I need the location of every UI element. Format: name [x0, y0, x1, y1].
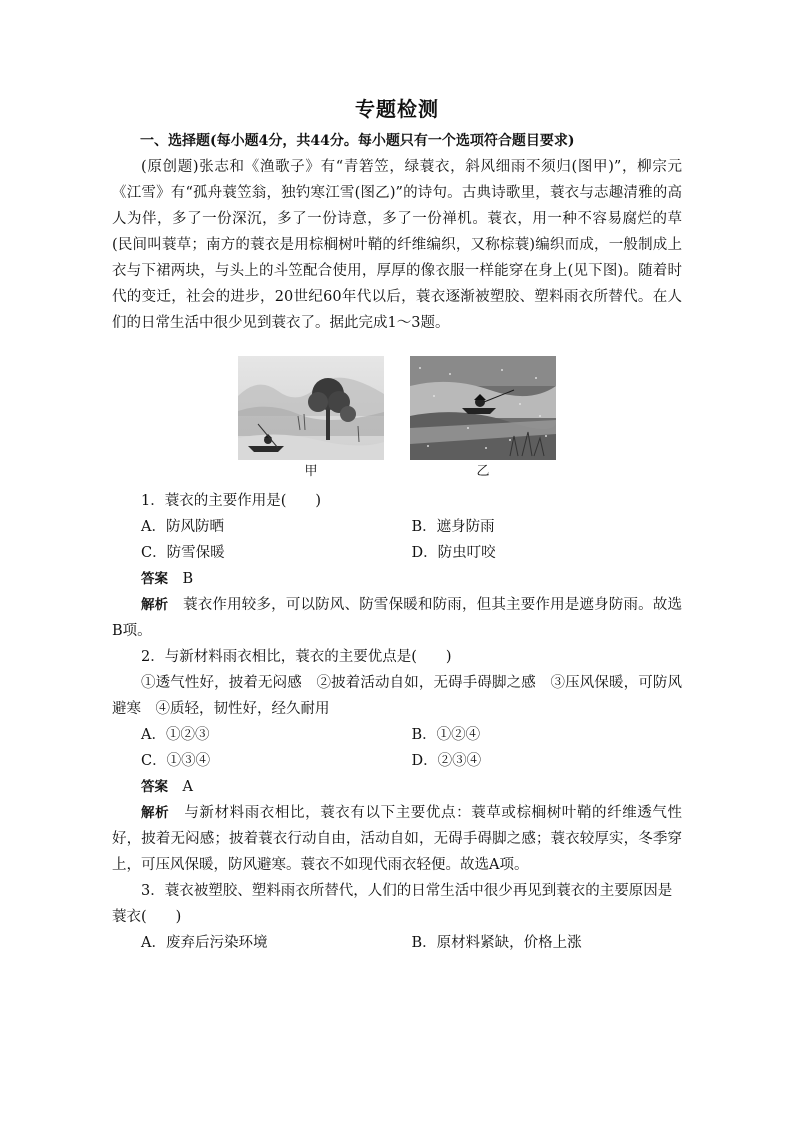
ink-painting-yi: [410, 356, 556, 460]
q1-explanation: [112, 592, 682, 644]
intro-paragraph: (原创题)张志和《渔歌子》有“青箬笠，绿蓑衣，斜风细雨不须归(图甲)”，柳宗元《江雪》有“孤舟蓑笠翁，独钓寒江雪(图乙)”的诗句。古典诗歌里，蓑衣与志趣清雅的高人为伴，多了一份深沉，多了一份诗意，多了一份禅机。蓑衣，用一种不容易腐烂的草(民间叫蓑草；南方的蓑衣是用棕榈树叶鞘的纤维编织，又称棕蓑)编织而成，一般制成上衣与下裙两块，与头上的斗笠配合使用，厚厚的像衣服一样能穿在身上(见下图)。随着时代的变迁，社会的进步，20世纪60年代以后，蓑衣逐渐被塑胶、塑料雨衣所替代。在人们的日常生活中很少见到蓑衣了。据此完成1～3题。: [112, 159, 682, 331]
answer-label: 答案: [141, 779, 168, 795]
q1-option-a: A．防风防晒: [141, 519, 224, 535]
q1-option-d: D．防虫叮咬: [411, 545, 496, 561]
answer-label: 答案: [141, 571, 168, 587]
q3-option-a: A．废弃后污染环境: [141, 935, 268, 951]
explanation-text: 蓑衣作用较多，可以防风、防雪保暖和防雨，但其主要作用是遮身防雨。故选B项。: [112, 597, 683, 639]
explanation-label: 解析: [141, 805, 170, 821]
question-3-stem: 3．蓑衣被塑胶、塑料雨衣所替代，人们的日常生活中很少再见到蓑衣的主要原因是蓑衣( ): [112, 883, 673, 925]
figure-caption-yi: 乙: [476, 464, 490, 479]
document-page: [112, 96, 682, 956]
q3-option-b: B．原材料紧缺，价格上涨: [411, 935, 582, 951]
question-3-options: [112, 930, 682, 956]
answer-value: B: [182, 571, 194, 587]
q2-answer: [112, 774, 682, 800]
figure-group: [112, 356, 682, 482]
question-2-options: [112, 722, 682, 774]
answer-value: A: [182, 779, 193, 795]
question-2-items: ①透气性好，披着无闷感 ②披着活动自如，无碍手碍脚之感 ③压风保暖，可防风避寒 ④质轻，韧性好，经久耐用: [112, 675, 682, 717]
q1-answer: [112, 566, 682, 592]
figure-jia: [238, 356, 384, 482]
q2-option-c: C．①③④: [141, 753, 211, 769]
question-1-options: [112, 514, 682, 566]
explanation-text: 与新材料雨衣相比，蓑衣有以下主要优点：蓑草或棕榈树叶鞘的纤维透气性好，披着无闷感；披着蓑衣行动自由，活动自如，无碍手碍脚之感；蓑衣较厚实，冬季穿上，可压风保暖，防风避寒。蓑衣不如现代雨衣轻便。故选A项。: [112, 805, 683, 873]
q1-option-b: B．遮身防雨: [411, 519, 495, 535]
q2-explanation: [112, 800, 682, 878]
q1-option-c: C．防雪保暖: [141, 545, 225, 561]
q2-option-b: B．①②④: [411, 727, 481, 743]
explanation-label: 解析: [141, 597, 169, 613]
figure-caption-jia: 甲: [304, 464, 318, 479]
question-2-stem: 2．与新材料雨衣相比，蓑衣的主要优点是( ): [141, 649, 452, 665]
q2-option-d: D．②③④: [411, 753, 482, 769]
question-1-stem: 1．蓑衣的主要作用是( ): [141, 493, 322, 509]
ink-painting-jia: [238, 356, 384, 460]
page-title: 专题检测: [355, 97, 439, 121]
section-heading: 一、选择题(每小题4分，共44分。每小题只有一个选项符合题目要求): [140, 133, 575, 149]
q2-option-a: A．①②③: [141, 727, 210, 743]
figure-yi: [410, 356, 556, 482]
